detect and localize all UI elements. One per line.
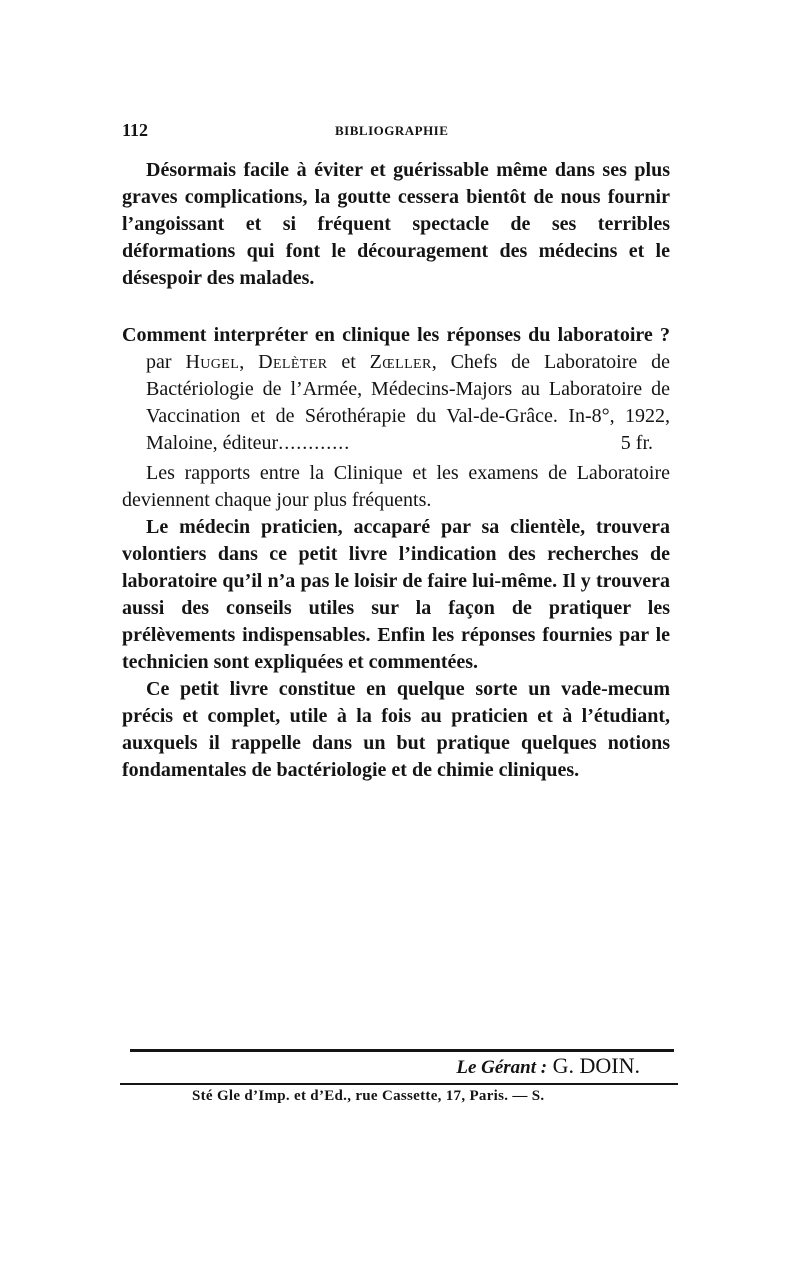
review-paragraph-1: Les rapports entre la Clinique et les examens de Laboratoire deviennent chaque jour plus fréquents. [122, 462, 670, 511]
entry-price: 5 fr. [620, 432, 653, 454]
entry-affiliation: , Chefs de Laboratoire de Bactériologie de l’Armée, Médecins-Majors au Laboratoire de Vaccination et de Sérothérapie du Val-de-Grâce. In-8°, 1922, Maloine, éditeur [146, 351, 670, 454]
entry-title: Comment interpréter en clinique les réponses du laboratoire ? [122, 324, 670, 346]
gerant-label: Le Gérant : [456, 1057, 548, 1078]
review-block [122, 460, 670, 784]
gerant-name: G. DOIN. [552, 1053, 640, 1078]
page-number: 112 [122, 120, 149, 140]
footer-rule-top [130, 1049, 674, 1052]
running-head [122, 120, 670, 144]
intro-paragraph: Désormais facile à éviter et guérissable même dans ses plus graves complications, la goutte cessera bientôt de nous fournir l’angoissant et si fréquent spectacle de ses terribles déformations qui font le découragement des médecins et le désespoir des malades. [122, 159, 670, 289]
intro-paragraph-block [122, 157, 670, 292]
entry-dot-leader: ............ [278, 432, 351, 454]
gerant-signature [456, 1053, 640, 1079]
footer-rule-bottom [120, 1083, 678, 1085]
bibliography-entry [122, 322, 670, 457]
entry-author-hugel: Hugel [185, 351, 240, 373]
entry-author-separator: , [239, 351, 245, 373]
review-paragraph-2: Le médecin praticien, accaparé par sa clientèle, trouvera volontiers dans ce petit livre l’indication des recherches de laboratoire qu’il n’a pas le loisir de faire lui-même. Il y trouvera aussi des conseils utiles sur la façon de pratiquer les prélèvements indispensables. Enfin les réponses fournies par le technicien sont expliquées et commentées. [122, 516, 670, 673]
entry-by: par [146, 351, 172, 373]
entry-author-zoeller: Zœller [369, 351, 432, 373]
running-head-title: BIBLIOGRAPHIE [335, 123, 449, 138]
entry-author-deleter: Delèter [258, 351, 328, 373]
review-paragraph-3: Ce petit livre constitue en quelque sorte un vade-mecum précis et complet, utile à la fois au praticien et à l’étudiant, auxquels il rappelle dans un but pratique quelques notions fondamentales de bactériologie et de chimie cliniques. [122, 678, 670, 781]
entry-and: et [341, 351, 356, 373]
printer-imprint: Sté Gle d’Imp. et d’Ed., rue Cassette, 17, Paris. — S. [192, 1088, 545, 1104]
